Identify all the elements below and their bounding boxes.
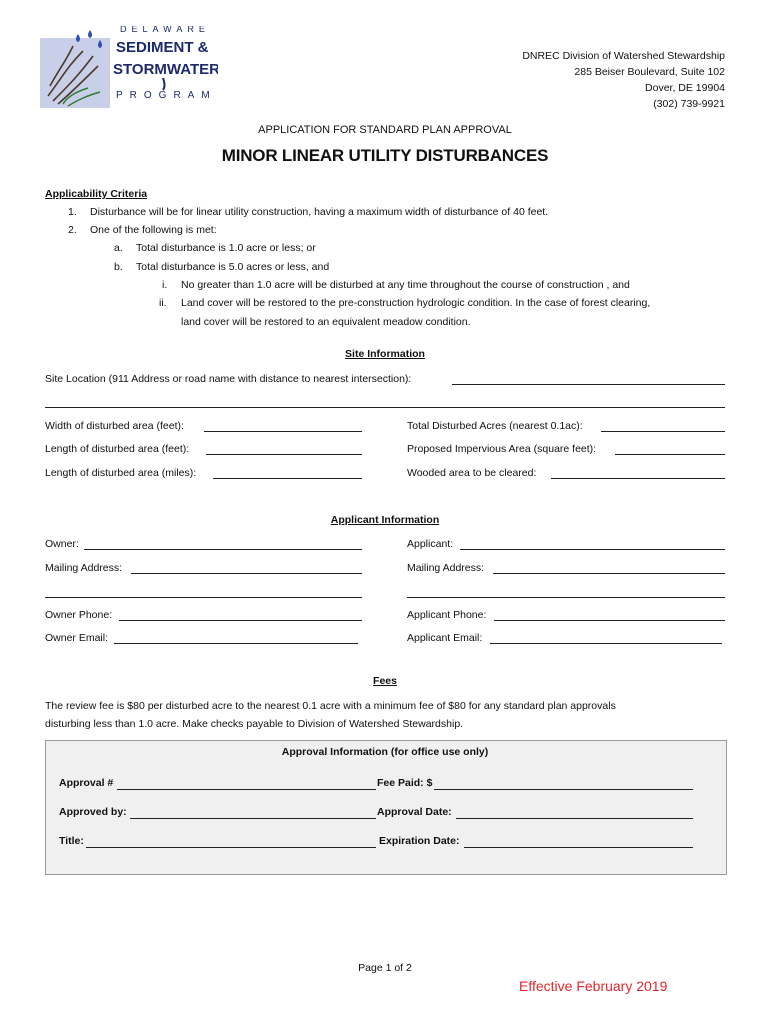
fee-paid-field[interactable] (434, 789, 693, 790)
criteria-item-number: 2. (68, 224, 77, 236)
length-feet-label: Length of disturbed area (feet): (45, 443, 190, 455)
criteria-item: Disturbance will be for linear utility construction, having a maximum width of disturbance of 40 feet. (90, 206, 549, 218)
owner-mailing-label: Mailing Address: (45, 562, 123, 574)
approval-title-field[interactable] (86, 847, 376, 848)
criteria-subitem: Total disturbance is 1.0 acre or less; or (136, 242, 316, 254)
address-line: Dover, DE 19904 (645, 82, 725, 94)
length-feet-field[interactable] (206, 454, 362, 455)
address-line: 285 Beiser Boulevard, Suite 102 (574, 66, 725, 78)
page-number: Page 1 of 2 (358, 962, 412, 974)
length-miles-label: Length of disturbed area (miles): (45, 467, 197, 479)
criteria-item-number: 1. (68, 206, 77, 218)
total-acres-label: Total Disturbed Acres (nearest 0.1ac): (407, 420, 583, 432)
logo-line1: SEDIMENT & (116, 39, 209, 56)
fee-paid-label: Fee Paid: $ (377, 777, 433, 789)
criteria-subsubitem-continued: land cover will be restored to an equivalent meadow condition. (181, 316, 471, 328)
site-location-label: Site Location (911 Address or road name with distance to nearest intersection): (45, 373, 412, 385)
approval-date-label: Approval Date: (377, 806, 452, 818)
criteria-subsubitem-number: ii. (159, 297, 167, 309)
fees-heading: Fees (373, 675, 397, 687)
applicant-mailing-field-line2[interactable] (407, 597, 725, 598)
total-acres-field[interactable] (601, 431, 725, 432)
approval-title-label: Title: (59, 835, 84, 847)
fees-text: The review fee is $80 per disturbed acre to the nearest 0.1 acre with a minimum fee of $80 for any standard plan approvals (45, 700, 616, 712)
criteria-item: One of the following is met: (90, 224, 217, 236)
owner-label: Owner: (45, 538, 79, 550)
length-miles-field[interactable] (213, 478, 362, 479)
impervious-field[interactable] (615, 454, 725, 455)
criteria-subitem-number: a. (114, 242, 123, 254)
site-location-field-line2[interactable] (45, 407, 725, 408)
approved-by-field[interactable] (130, 818, 376, 819)
logo-line2: STORMWATER (113, 61, 218, 78)
site-location-field[interactable] (452, 384, 725, 385)
expiration-date-label: Expiration Date: (379, 835, 460, 847)
applicant-mailing-label: Mailing Address: (407, 562, 485, 574)
width-field[interactable] (204, 431, 362, 432)
form-subtitle: APPLICATION FOR STANDARD PLAN APPROVAL (258, 124, 512, 136)
owner-phone-field[interactable] (119, 620, 362, 621)
agency-address (522, 48, 725, 112)
criteria-subitem-number: b. (114, 261, 123, 273)
approval-number-field[interactable] (117, 789, 376, 790)
width-label: Width of disturbed area (feet): (45, 420, 184, 432)
applicant-label: Applicant: (407, 538, 454, 550)
criteria-subitem: Total disturbance is 5.0 acres or less, and (136, 261, 330, 273)
site-info-heading: Site Information (345, 348, 425, 360)
wooded-label: Wooded area to be cleared: (407, 467, 537, 479)
applicant-mailing-field[interactable] (493, 573, 725, 574)
owner-phone-label: Owner Phone: (45, 609, 113, 621)
approval-heading: Approval Information (for office use only) (281, 746, 489, 758)
applicant-email-field[interactable] (490, 643, 722, 644)
program-logo (38, 26, 218, 116)
owner-email-field[interactable] (114, 643, 358, 644)
impervious-label: Proposed Impervious Area (square feet): (407, 443, 597, 455)
logo-line3: PROGRAM (116, 90, 217, 101)
address-line: DNREC Division of Watershed Stewardship (522, 50, 725, 62)
owner-email-label: Owner Email: (45, 632, 109, 644)
approval-date-field[interactable] (456, 818, 693, 819)
applicant-field[interactable] (460, 549, 725, 550)
criteria-subsubitem: Land cover will be restored to the pre-construction hydrologic condition. In the case of forest clearing, (181, 297, 651, 309)
effective-date: Effective February 2019 (519, 978, 668, 994)
form-title: MINOR LINEAR UTILITY DISTURBANCES (221, 146, 549, 165)
approval-number-label: Approval # (59, 777, 114, 789)
wooded-field[interactable] (551, 478, 725, 479)
logo-top-text: DELAWARE (120, 26, 210, 34)
applicant-info-heading: Applicant Information (330, 514, 440, 526)
address-line: (302) 739-9921 (653, 98, 725, 110)
criteria-subsubitem: No greater than 1.0 acre will be disturbed at any time throughout the course of construction , and (181, 279, 630, 291)
applicant-phone-field[interactable] (494, 620, 725, 621)
fees-text-continued: disturbing less than 1.0 acre. Make checks payable to Division of Watershed Stewardship. (45, 718, 464, 730)
expiration-date-field[interactable] (464, 847, 693, 848)
owner-mailing-field-line2[interactable] (45, 597, 362, 598)
owner-field[interactable] (84, 549, 362, 550)
criteria-subsubitem-number: i. (162, 279, 168, 291)
owner-mailing-field[interactable] (131, 573, 362, 574)
sediment-stormwater-logo-graphic (38, 26, 218, 116)
applicant-email-label: Applicant Email: (407, 632, 483, 644)
approved-by-label: Approved by: (59, 806, 127, 818)
criteria-heading: Applicability Criteria (45, 188, 148, 200)
applicant-phone-label: Applicant Phone: (407, 609, 487, 621)
